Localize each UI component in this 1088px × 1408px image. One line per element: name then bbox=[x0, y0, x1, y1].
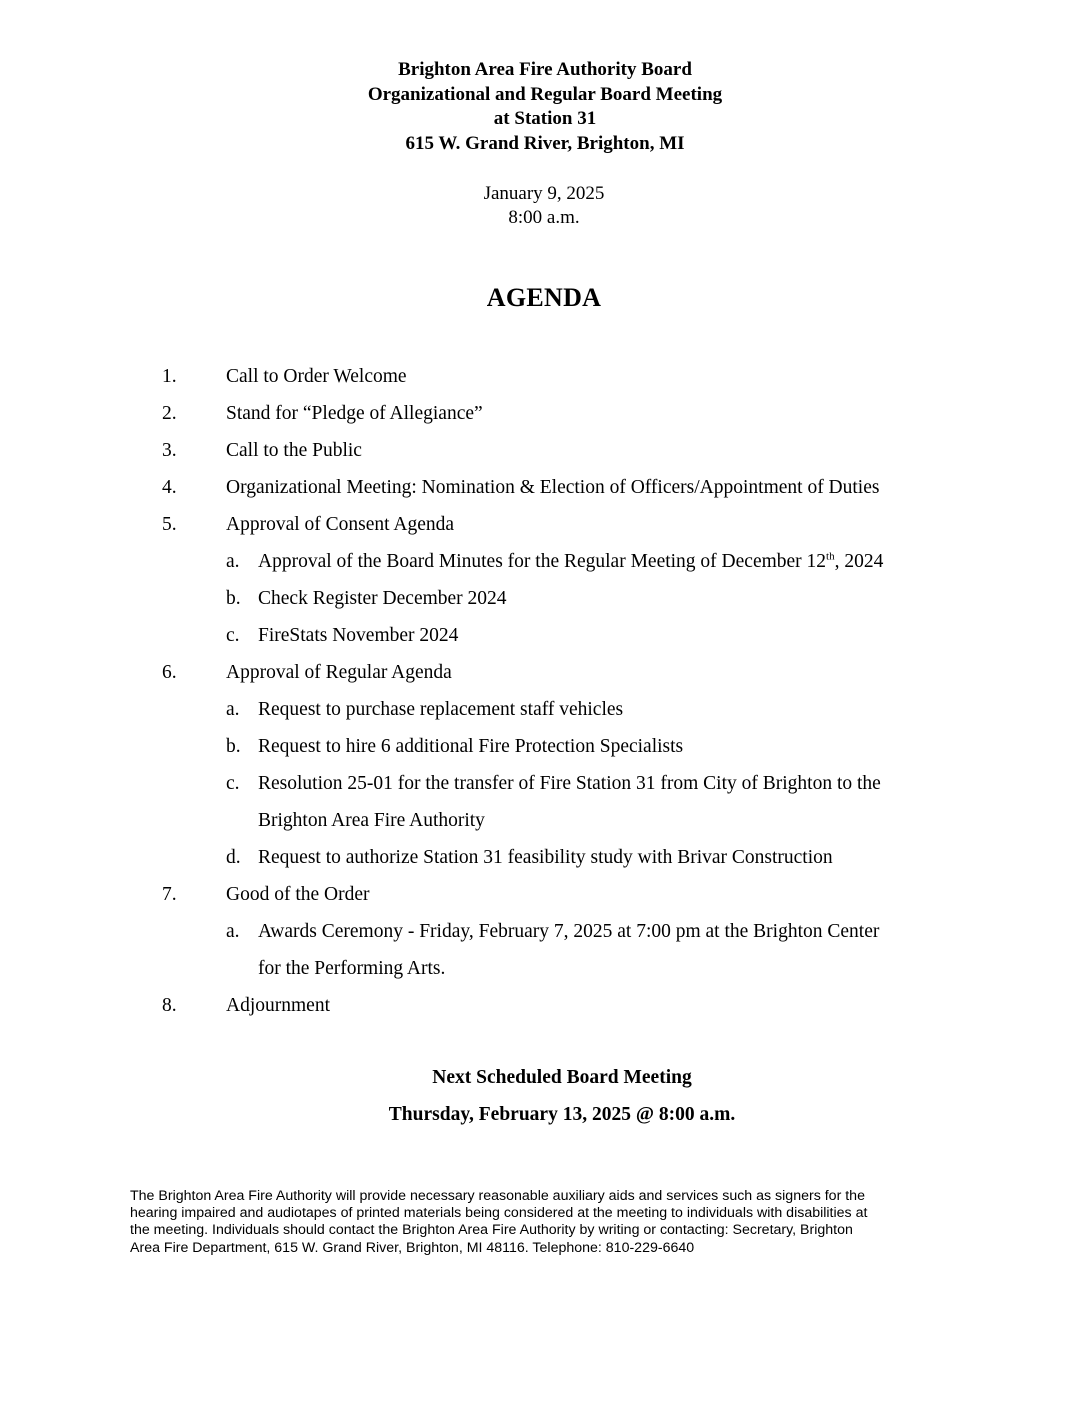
item-text: Call to Order Welcome bbox=[226, 366, 407, 387]
meeting-date: January 9, 2025 bbox=[483, 183, 605, 204]
board-name: Brighton Area Fire Authority Board bbox=[398, 59, 692, 80]
next-meeting-date: Thursday, February 13, 2025 @ 8:00 a.m. bbox=[388, 1104, 736, 1125]
agenda-item bbox=[0, 659, 1088, 696]
next-meeting bbox=[0, 1064, 1088, 1131]
subitem-text: Approval of the Board Minutes for the Regular Meeting of December 12th, 2024 bbox=[258, 550, 884, 572]
ordinal-suffix: th bbox=[826, 550, 835, 563]
next-meeting-heading: Next Scheduled Board Meeting bbox=[432, 1067, 692, 1088]
agenda-subitem bbox=[0, 844, 1088, 881]
subitem-text: Request to purchase replacement staff vehicles bbox=[258, 699, 624, 720]
meeting-datetime bbox=[0, 182, 1088, 230]
item-number: 2. bbox=[162, 403, 177, 424]
item-text: Call to the Public bbox=[226, 440, 362, 461]
subitem-text: Request to hire 6 additional Fire Protection Specialists bbox=[258, 736, 684, 757]
subitem-text-continued: Brighton Area Fire Authority bbox=[258, 810, 485, 831]
agenda-subitem-continuation bbox=[0, 955, 1088, 992]
meeting-type: Organizational and Regular Board Meeting bbox=[367, 83, 723, 105]
subitem-letter: c. bbox=[226, 773, 240, 794]
item-text: Organizational Meeting: Nomination & Election of Officers/Appointment of Duties bbox=[226, 477, 880, 498]
agenda-item bbox=[0, 474, 1088, 511]
subitem-text: FireStats November 2024 bbox=[258, 625, 459, 646]
item-text: Approval of Consent Agenda bbox=[226, 514, 455, 535]
agenda-item bbox=[0, 400, 1088, 437]
notice-line: Area Fire Department, 615 W. Grand River, Brighton, MI 48116. Telephone: 810-229-6640 bbox=[130, 1239, 695, 1256]
subitem-letter: d. bbox=[226, 847, 241, 868]
subitem-text: Request to authorize Station 31 feasibility study with Brivar Construction bbox=[258, 847, 833, 868]
agenda-item bbox=[0, 992, 1088, 1029]
meeting-address: 615 W. Grand River, Brighton, MI bbox=[405, 132, 685, 154]
item-number: 4. bbox=[162, 477, 177, 498]
agenda-subitem-continuation bbox=[0, 807, 1088, 844]
item-text: Good of the Order bbox=[226, 884, 370, 905]
agenda-subitem bbox=[0, 622, 1088, 659]
subitem-text: Check Register December 2024 bbox=[258, 588, 507, 609]
meeting-location: at Station 31 bbox=[493, 108, 597, 129]
meeting-time: 8:00 a.m. bbox=[508, 207, 580, 228]
subitem-text: Awards Ceremony - Friday, February 7, 2025 at 7:00 pm at the Brighton Center bbox=[258, 921, 880, 942]
agenda-subitem bbox=[0, 696, 1088, 733]
item-number: 5. bbox=[162, 514, 177, 535]
notice-line: the meeting. Individuals should contact the Brighton Area Fire Authority by writing or contacting: Secretary, Brighton bbox=[130, 1222, 853, 1239]
item-text: Adjournment bbox=[226, 995, 330, 1016]
item-number: 6. bbox=[162, 662, 177, 683]
subitem-letter: a. bbox=[226, 551, 240, 572]
agenda-subitem bbox=[0, 733, 1088, 770]
notice-line: The Brighton Area Fire Authority will provide necessary reasonable auxiliary aids and services such as signers for the bbox=[130, 1188, 865, 1204]
item-number: 8. bbox=[162, 995, 177, 1016]
agenda-subitem bbox=[0, 918, 1088, 955]
agenda-list bbox=[0, 363, 1088, 1029]
agenda-item bbox=[0, 363, 1088, 400]
subitem-letter: b. bbox=[226, 736, 241, 757]
item-text: Approval of Regular Agenda bbox=[226, 662, 452, 683]
subitem-letter: a. bbox=[226, 921, 240, 942]
document-header bbox=[0, 58, 1088, 156]
subitem-text-continued: for the Performing Arts. bbox=[258, 958, 446, 979]
item-number: 1. bbox=[162, 366, 177, 387]
agenda-item bbox=[0, 881, 1088, 918]
notice-line: hearing impaired and audiotapes of printed materials being considered at the meeting to individuals with disabilities at bbox=[130, 1205, 868, 1222]
item-text: Stand for “Pledge of Allegiance” bbox=[226, 403, 483, 424]
agenda-subitem bbox=[0, 585, 1088, 622]
subitem-letter: b. bbox=[226, 588, 241, 609]
agenda-subitem bbox=[0, 548, 1088, 585]
agenda-item bbox=[0, 437, 1088, 474]
item-number: 7. bbox=[162, 884, 177, 905]
agenda-subitem bbox=[0, 770, 1088, 807]
subitem-letter: c. bbox=[226, 625, 240, 646]
agenda-title: AGENDA bbox=[486, 283, 602, 312]
agenda-item bbox=[0, 511, 1088, 548]
subitem-letter: a. bbox=[226, 699, 240, 720]
item-number: 3. bbox=[162, 440, 177, 461]
subitem-text: Resolution 25-01 for the transfer of Fire Station 31 from City of Brighton to the bbox=[258, 773, 881, 794]
accessibility-notice bbox=[130, 1188, 970, 1257]
